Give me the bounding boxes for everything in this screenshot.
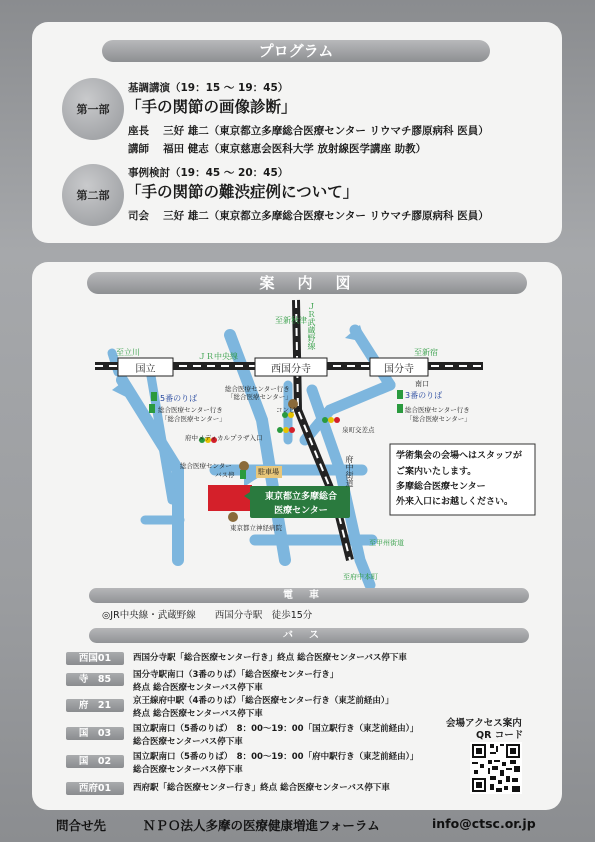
hospital-building: [208, 485, 252, 511]
bus-route-line: 西国分寺駅「総合医療センター行き」終点 総合医療センターバス停下車: [133, 653, 407, 663]
label-hospital-1: 東京都立多摩総合: [264, 492, 337, 502]
label-minamiguchi: 南口: [415, 380, 429, 388]
label-fuchu-kaido: 府中街道: [345, 455, 354, 487]
part1-lecturer: 講師 福田 健志（東京慈恵会医科大学 放射線医学講座 助教）: [128, 143, 427, 155]
label-koshu-kaido: 至甲州街道: [369, 539, 404, 547]
station-kokubunji: 国分寺: [384, 364, 414, 375]
footer-label: 問合せ先: [56, 818, 107, 833]
label-jr-chuo: ＪＲ中央線: [198, 352, 238, 361]
label-fuchu-honmachi: 至府中本町: [343, 573, 378, 581]
label-jr-musashino: ＪＲ武蔵野線: [307, 302, 316, 350]
station-nishikokubunji: 西国分寺: [271, 364, 311, 375]
qr-code-icon[interactable]: [470, 742, 522, 794]
label-tachikawa: 至立川: [116, 348, 140, 357]
bus-route-line: 総合医療センターバス停下車: [133, 737, 243, 747]
bus-stop-center-icon: [149, 404, 155, 413]
label-convenience: コンビニ: [276, 406, 302, 414]
bus-stop-3b-icon: [397, 404, 403, 413]
label-center-desc2: 「総合医療センター」: [227, 393, 292, 401]
train-info: ◎JR中央線・武蔵野線 西国分寺駅 徒歩15分: [102, 610, 313, 621]
notice-line-1: 学術集会の会場へはスタッフが: [396, 451, 523, 461]
map-title: 案 内 図: [87, 272, 527, 294]
footer: [0, 814, 595, 836]
notice-line-3: 多摩総合医療センター: [396, 482, 486, 492]
qr-label-1: 会場アクセス案内: [446, 718, 522, 729]
notice-line-4: 外来入口にお越しください。: [396, 497, 514, 507]
bus-route-line: 国立駅南口（5番のりば） 8：00～19：00「国立駅行き（東芝前経由）」: [133, 724, 419, 734]
bus-route-tag: 国 02: [66, 755, 124, 768]
label-stop3-desc1: 総合医療センター行き: [405, 406, 470, 414]
bus-route-line: 国立駅南口（5番のりば） 8：00～19：00「府中駅行き（東芝前経由）」: [133, 752, 419, 762]
traffic-signal-1: [277, 427, 295, 433]
bus-route-tag: 西府01: [66, 782, 124, 795]
bus-route-line: 国分寺駅南口（3番のりば）「総合医療センター行き」: [133, 670, 339, 680]
label-stop5-desc2: 「総合医療センター」: [161, 415, 226, 423]
part1-session: 基調講演（19：15 ～ 19：45）: [128, 82, 289, 94]
label-fuchu-plaza: 府中メディカルプラザ入口: [185, 434, 263, 442]
label-stop3-desc2: 「総合医療センター」: [406, 415, 471, 423]
footer-email-link[interactable]: info@ctsc.or.jp: [432, 816, 536, 831]
part1-badge: 第一部: [62, 78, 124, 140]
label-izumicho: 泉町交差点: [342, 426, 375, 434]
program-title: プログラム: [102, 40, 490, 62]
part2-moderator: 司会 三好 雄二（東京都立多摩総合医療センター リウマチ膠原病科 医員）: [128, 210, 489, 222]
label-stop5: 5番のりば: [160, 394, 198, 403]
bus-route-line: 終点 総合医療センターバス停下車: [133, 709, 263, 719]
label-bus-stop1: 総合医療センター: [180, 462, 232, 470]
label-neuro-hospital: 東京都立神経病院: [230, 524, 282, 532]
footer-org: ＮＰＯ法人多摩の医療健康増進フォーラム: [143, 818, 380, 833]
traffic-signal-2: [322, 417, 340, 423]
qr-label-2: QR コード: [476, 730, 524, 741]
label-shin-akitsu: 至新秋津: [275, 316, 307, 325]
label-bus-stop2: バス停: [215, 471, 235, 479]
label-hospital-2: 医療センター: [274, 506, 328, 516]
part1-topic: 「手の関節の画像診断」: [126, 98, 297, 116]
bus-route-tag: 府 21: [66, 699, 124, 712]
bus-stop-5-icon: [151, 392, 157, 401]
bus-section-title: バス: [89, 628, 529, 643]
bus-stop-marker: [239, 461, 249, 471]
part1-chair: 座長 三好 雄二（東京都立多摩総合医療センター リウマチ膠原病科 医員）: [128, 125, 489, 137]
bus-route-tag: 西国01: [66, 652, 124, 665]
label-stop3: 3番のりば: [405, 391, 443, 400]
label-parking: 駐車場: [258, 468, 279, 476]
bus-route-line: 京王線府中駅（4番のりば）「総合医療センター行き（東芝前経由）」: [133, 696, 394, 706]
train-section-title: 電車: [89, 588, 529, 603]
notice-line-2: ご案内いたします。: [396, 467, 477, 477]
part2-session: 事例検討（19：45 ～ 20：45）: [128, 167, 289, 179]
station-kunitachi: 国立: [135, 364, 156, 375]
bus-stop-hospital-icon: [240, 470, 246, 479]
bus-route-line: 総合医療センターバス停下車: [133, 765, 243, 775]
bus-route-tag: 寺 85: [66, 673, 124, 686]
label-stop5-desc1: 総合医療センター行き: [158, 406, 223, 414]
label-shinjuku: 至新宿: [414, 348, 438, 357]
neuro-hospital-marker: [228, 512, 238, 522]
bus-route-line: 西府駅「総合医療センター行き」終点 総合医療センターバス停下車: [133, 783, 390, 793]
bus-route-line: 終点 総合医療センターバス停下車: [133, 683, 263, 693]
bus-stop-3-icon: [397, 390, 403, 399]
label-center-desc1: 総合医療センター行き: [225, 385, 290, 393]
part2-topic: 「手の関節の難渋症例について」: [126, 183, 359, 201]
part2-badge: 第二部: [62, 164, 124, 226]
bus-route-tag: 国 03: [66, 727, 124, 740]
